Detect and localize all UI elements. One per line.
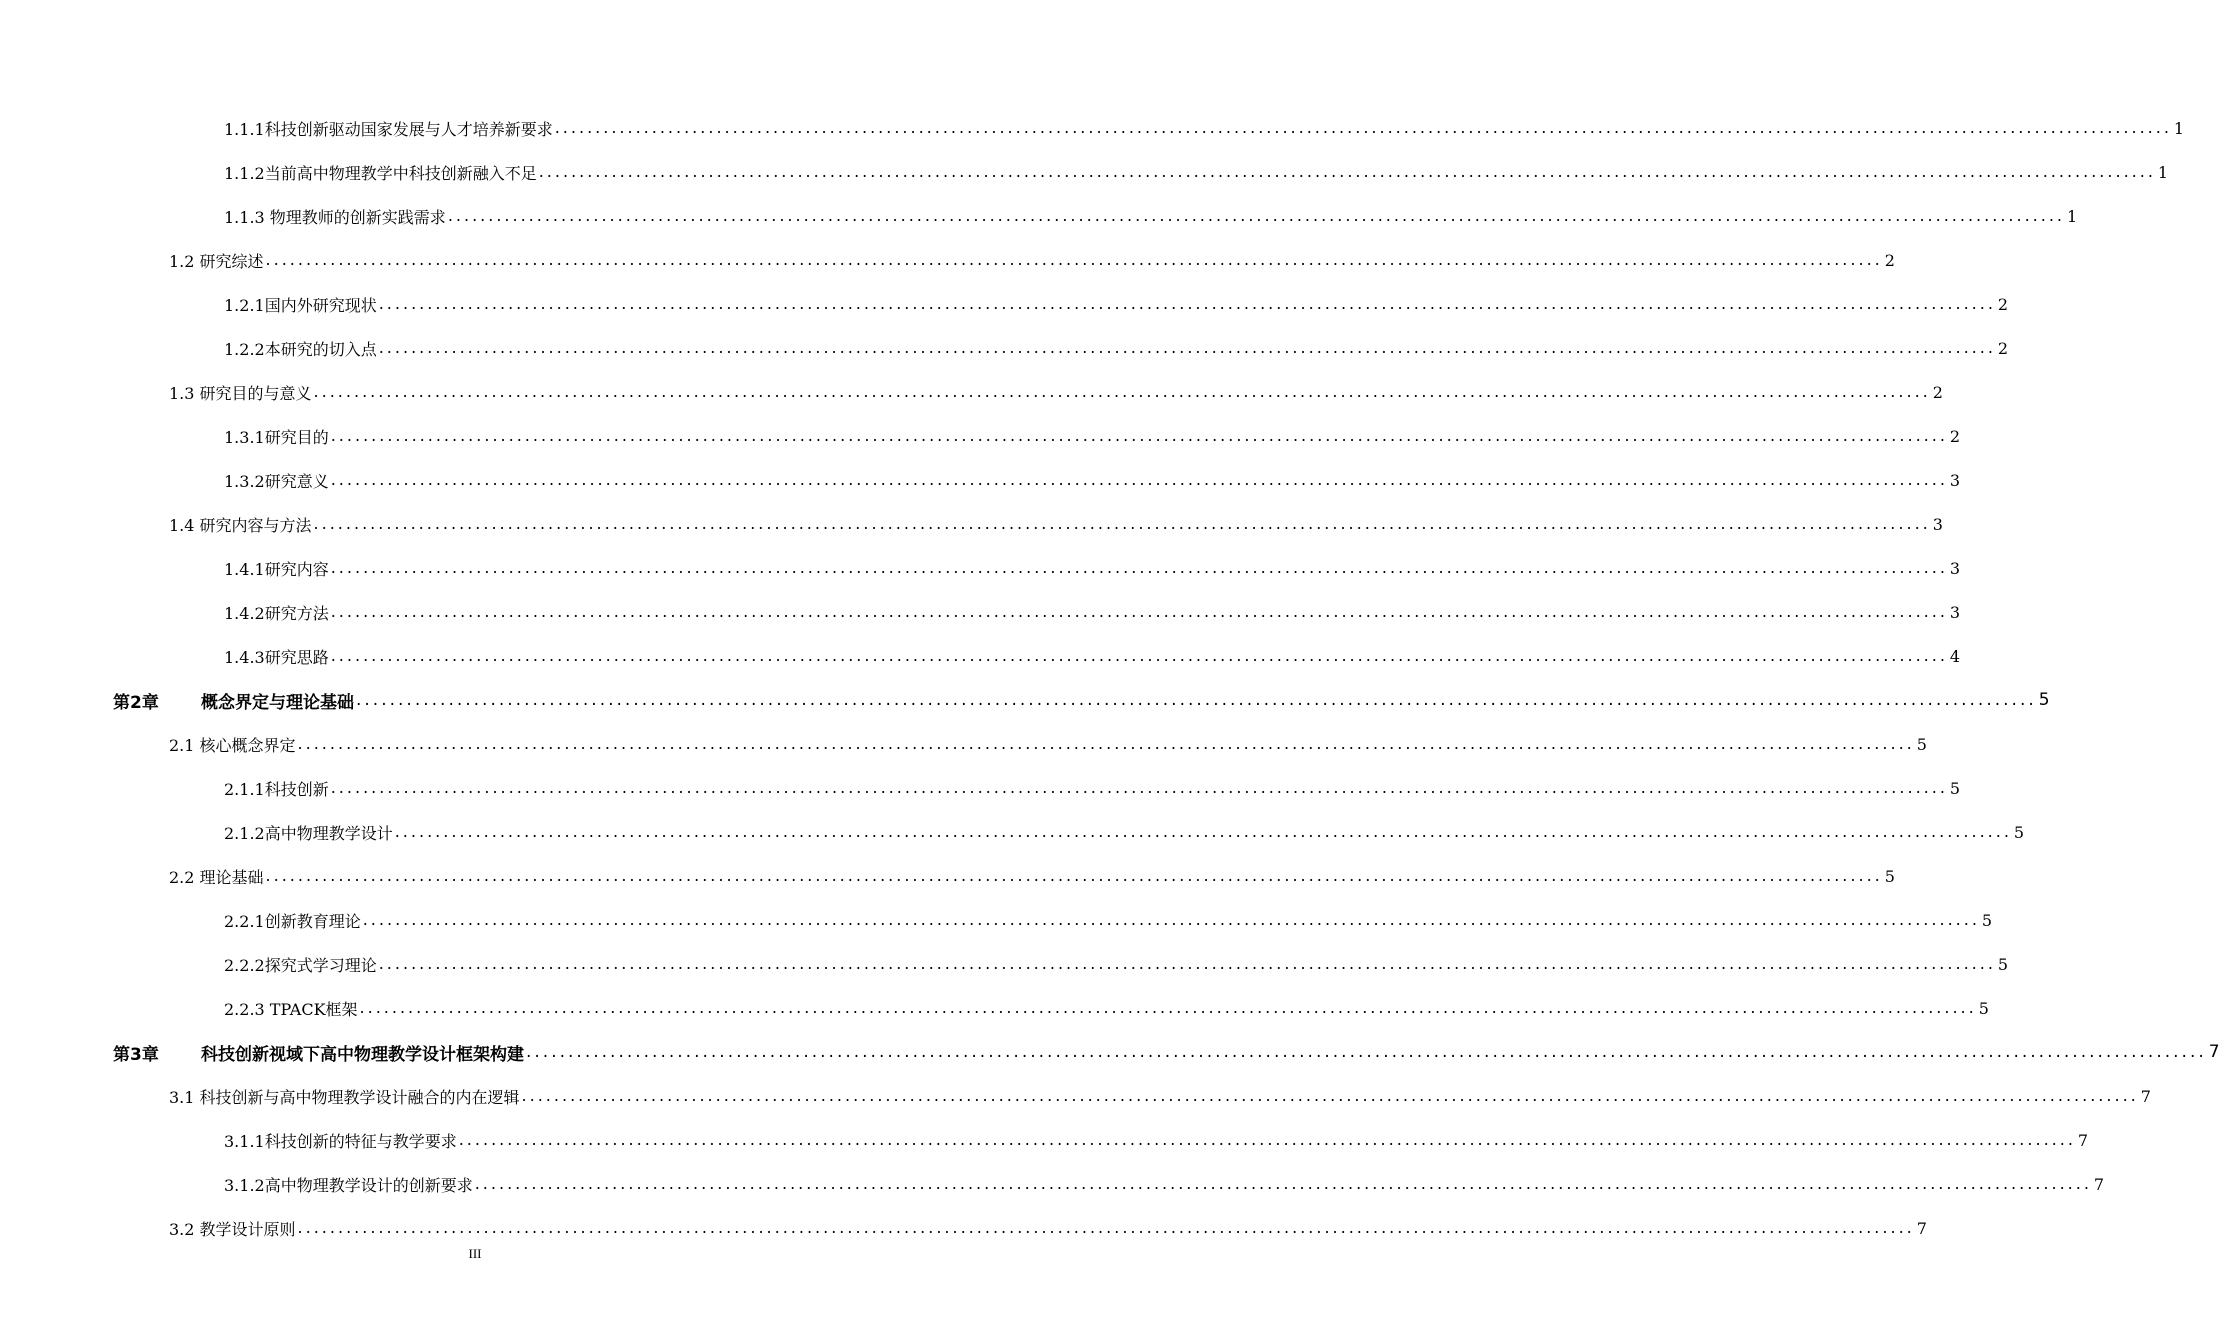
toc-page-number: 2: [1997, 294, 2009, 314]
toc-entry-label: 1.4 研究内容与方法: [169, 515, 312, 535]
toc-entry-label: 1.2.2本研究的切入点: [224, 339, 377, 359]
toc-entry[interactable]: [224, 546, 1961, 590]
toc-entry[interactable]: [224, 150, 2169, 194]
toc-page-number: 5: [1949, 778, 1961, 798]
toc-entry[interactable]: [224, 106, 2185, 150]
page-number: III: [468, 1246, 482, 1261]
toc-page-number: 2: [1997, 338, 2009, 358]
toc-dot-leader: ........................................................................................................................................................................................................: [297, 734, 1915, 753]
toc-entry-label: 1.2.1国内外研究现状: [224, 295, 377, 315]
toc-page-number: 5: [1978, 998, 1989, 1018]
toc-entry-label: 3.1.1科技创新的特征与教学要求: [224, 1131, 457, 1151]
toc-entry-label: 2.1.1科技创新: [224, 779, 329, 799]
toc-dot-leader: ........................................................................................................................................................................................................: [330, 558, 1948, 577]
toc-entry-label: 1.1.2当前高中物理教学中科技创新融入不足: [224, 163, 537, 183]
toc-entry-label: 3.2 教学设计原则: [169, 1219, 296, 1239]
toc-dot-leader: ........................................................................................................................................................................................................: [313, 514, 1931, 533]
toc-entry[interactable]: [169, 1206, 1927, 1250]
toc-entry[interactable]: [224, 458, 1961, 502]
toc-dot-leader: ........................................................................................................................................................................................................: [521, 1086, 2139, 1105]
toc-page-number: 3: [1949, 602, 1961, 622]
toc-entry[interactable]: [169, 722, 1927, 766]
toc-entry[interactable]: [224, 194, 2078, 238]
toc-dot-leader: ........................................................................................................................................................................................................: [359, 998, 1977, 1017]
toc-entry-label: 2.1.2高中物理教学设计: [224, 823, 393, 843]
toc-dot-leader: ........................................................................................................................................................................................................: [378, 954, 1996, 973]
toc-page-number: 7: [2208, 1042, 2220, 1062]
toc-page-number: 5: [1997, 954, 2009, 974]
toc-entry-label: 1.3.1研究目的: [224, 427, 329, 447]
toc-dot-leader: ........................................................................................................................................................................................................: [297, 1218, 1915, 1237]
toc-dot-leader: ........................................................................................................................................................................................................: [313, 382, 1931, 401]
toc-dot-leader: ........................................................................................................................................................................................................: [474, 1174, 2092, 1193]
toc-dot-leader: ........................................................................................................................................................................................................: [330, 470, 1948, 489]
toc-entry[interactable]: [224, 590, 1961, 634]
toc-entry-label: 3.1 科技创新与高中物理教学设计融合的内在逻辑: [169, 1087, 520, 1107]
toc-page-number: 5: [1916, 734, 1927, 754]
toc-page-number: 2: [1932, 382, 1943, 402]
toc-page-number: 7: [2140, 1086, 2151, 1106]
toc-entry[interactable]: [224, 414, 1961, 458]
toc-dot-leader: ........................................................................................................................................................................................................: [447, 206, 2065, 225]
toc-page-number: 7: [1916, 1218, 1927, 1238]
toc-entry-label: 1.4.3研究思路: [224, 647, 329, 667]
toc-entry-label: 2.2.3 TPACK框架: [224, 999, 358, 1019]
toc-entry-label: 2.2.2探究式学习理论: [224, 955, 377, 975]
toc-entry[interactable]: [224, 986, 1989, 1030]
toc-entry[interactable]: [224, 326, 2009, 370]
toc-entry[interactable]: [169, 370, 1943, 414]
toc-page-number: 1: [2173, 118, 2185, 138]
toc-chapter-title: 概念界定与理论基础: [201, 692, 354, 713]
toc-dot-leader: ........................................................................................................................................................................................................: [330, 646, 1948, 665]
toc-entry[interactable]: [169, 502, 1943, 546]
toc-entry-label: 2.2.1创新教育理论: [224, 911, 361, 931]
toc-page-number: 4: [1949, 646, 1961, 666]
toc-entry-label: 1.1.1科技创新驱动国家发展与人才培养新要求: [224, 119, 553, 139]
toc-entry-label: 1.4.1研究内容: [224, 559, 329, 579]
toc-entry[interactable]: [224, 766, 1961, 810]
toc-page-number: 3: [1949, 558, 1961, 578]
toc-dot-leader: ........................................................................................................................................................................................................: [362, 910, 1980, 929]
toc-entry-label: [113, 688, 356, 713]
toc-entry[interactable]: [224, 634, 1961, 678]
toc-page-number: 5: [1981, 910, 1993, 930]
toc-page-number: 7: [2093, 1174, 2105, 1194]
toc-entry-label: 1.4.2研究方法: [224, 603, 329, 623]
toc-entry-label: 3.1.2高中物理教学设计的创新要求: [224, 1175, 473, 1195]
toc-dot-leader: ........................................................................................................................................................................................................: [265, 250, 1883, 269]
toc-chapter-number: 第2章: [113, 692, 159, 713]
toc-page-number: 5: [1884, 866, 1895, 886]
toc-dot-leader: ........................................................................................................................................................................................................: [554, 118, 2172, 137]
toc-entry[interactable]: [169, 854, 1895, 898]
toc-dot-leader: ........................................................................................................................................................................................................: [394, 822, 2012, 841]
toc-page-number: 1: [2157, 162, 2169, 182]
toc-entry-label: 1.3.2研究意义: [224, 471, 329, 491]
toc-entry[interactable]: [113, 1030, 2220, 1074]
toc-entry[interactable]: [224, 282, 2009, 326]
toc-dot-leader: ........................................................................................................................................................................................................: [378, 338, 1996, 357]
table-of-contents: [0, 106, 2220, 1250]
toc-dot-leader: ........................................................................................................................................................................................................: [378, 294, 1996, 313]
toc-entry[interactable]: [224, 942, 2009, 986]
toc-dot-leader: ........................................................................................................................................................................................................: [458, 1130, 2076, 1149]
toc-page-number: 2: [1884, 250, 1895, 270]
toc-entry-label: 1.1.3 物理教师的创新实践需求: [224, 207, 446, 227]
toc-entry-label: 1.3 研究目的与意义: [169, 383, 312, 403]
toc-dot-leader: ........................................................................................................................................................................................................: [330, 778, 1948, 797]
toc-page-number: 3: [1932, 514, 1943, 534]
toc-page-number: 5: [2013, 822, 2025, 842]
toc-dot-leader: ........................................................................................................................................................................................................: [538, 162, 2156, 181]
toc-entry-label: 1.2 研究综述: [169, 251, 264, 271]
toc-page-number: 7: [2077, 1130, 2089, 1150]
toc-chapter-title: 科技创新视域下高中物理教学设计框架构建: [201, 1044, 524, 1065]
toc-chapter-number: 第3章: [113, 1044, 159, 1065]
toc-entry-label: 2.1 核心概念界定: [169, 735, 296, 755]
toc-entry[interactable]: [224, 1162, 2105, 1206]
toc-dot-leader: ........................................................................................................................................................................................................: [356, 690, 2037, 710]
toc-dot-leader: ........................................................................................................................................................................................................: [526, 1042, 2207, 1062]
toc-entry[interactable]: [224, 1118, 2089, 1162]
toc-page-number: 3: [1949, 470, 1961, 490]
toc-entry[interactable]: [169, 238, 1895, 282]
toc-page-number: 1: [2067, 206, 2078, 226]
toc-entry[interactable]: [224, 898, 1993, 942]
toc-entry[interactable]: [113, 678, 2050, 722]
toc-page-number: 2: [1949, 426, 1961, 446]
toc-dot-leader: ........................................................................................................................................................................................................: [265, 866, 1883, 885]
toc-entry[interactable]: [169, 1074, 2151, 1118]
toc-dot-leader: ........................................................................................................................................................................................................: [330, 602, 1948, 621]
toc-dot-leader: ........................................................................................................................................................................................................: [330, 426, 1948, 445]
toc-entry-label: 2.2 理论基础: [169, 867, 264, 887]
toc-page-number: 5: [2038, 690, 2050, 710]
toc-entry[interactable]: [224, 810, 2025, 854]
toc-entry-label: [113, 1040, 526, 1065]
